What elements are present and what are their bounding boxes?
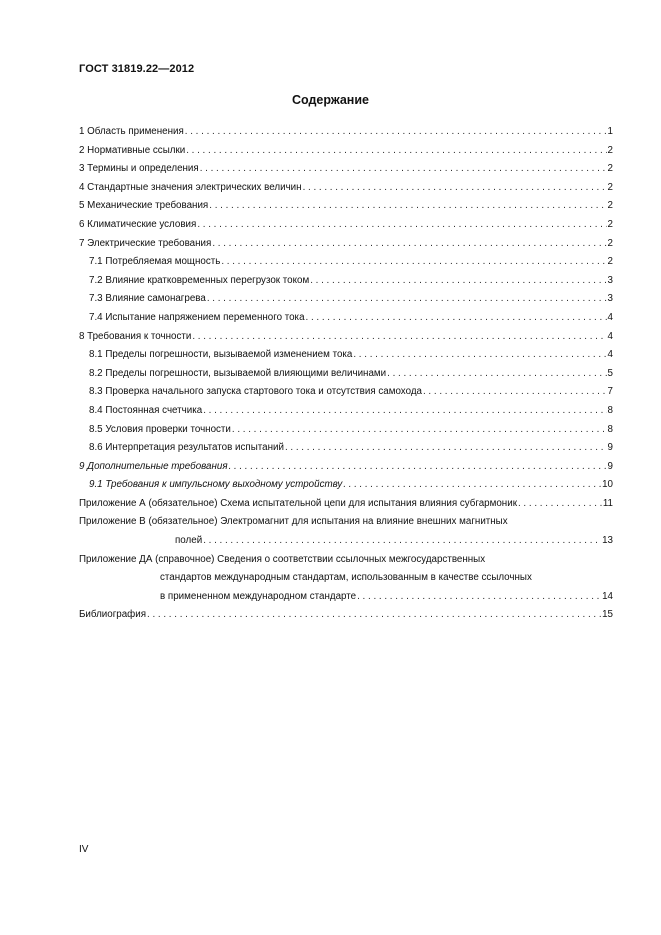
- annex-da-line2: стандартов международным стандартам, использованным в качестве ссылочных: [160, 572, 532, 584]
- toc-page-number: 7: [607, 386, 613, 398]
- page-title: Содержание: [291, 93, 369, 107]
- toc-entry-label: Приложение А (обязательное) Схема испытательной цепи для испытания влияния субгармоник: [79, 497, 517, 509]
- toc-entry-label: 9 Дополнительные требования: [79, 460, 228, 472]
- toc-entry-label: 7.1 Потребляемая мощность: [89, 256, 221, 268]
- toc-entry[interactable]: [79, 179, 613, 198]
- toc-entry[interactable]: [79, 458, 613, 477]
- toc-dots: [518, 495, 602, 514]
- toc-page-number: 4: [607, 349, 613, 361]
- toc-page-number: 5: [607, 367, 613, 379]
- toc-entry-label: 8.2 Пределы погрешности, вызываемой влияющими величинами: [89, 367, 387, 379]
- toc-page-number: 2: [607, 256, 613, 268]
- toc-entry-label: 8 Требования к точности: [79, 330, 192, 342]
- toc-entry-label: 1 Область применения: [79, 126, 184, 137]
- toc-dots: [229, 458, 607, 477]
- toc-entry[interactable]: [79, 142, 613, 161]
- toc-dots: [387, 365, 606, 384]
- toc-entry-label: 7 Электрические требования: [79, 237, 212, 249]
- toc-entry-label: 7.4 Испытание напряжением переменного тока: [89, 311, 305, 323]
- toc-page-number: 8: [607, 423, 613, 435]
- toc-dots: [203, 402, 606, 421]
- toc-entry-label: 8.3 Проверка начального запуска стартового тока и отсутствия самохода: [89, 386, 422, 398]
- toc-entry-label: 5 Механические требования: [79, 200, 209, 212]
- document-code: ГОСТ 31819.22—2012: [79, 63, 195, 75]
- toc-page-number: 3: [607, 293, 613, 305]
- toc-entry-label: 7.3 Влияние самонагрева: [89, 293, 206, 305]
- toc-entry-label: Библиография: [79, 609, 147, 621]
- toc-dots: [353, 346, 606, 365]
- toc-dots: [192, 328, 606, 347]
- toc-entry[interactable]: [79, 309, 613, 328]
- toc-dots: [303, 179, 607, 198]
- toc-entry-label: 9.1 Требования к импульсному выходному устройству: [89, 479, 343, 491]
- toc-entry-label: 4 Стандартные значения электрических величин: [79, 181, 302, 193]
- annex-b-line2: полей: [175, 535, 203, 547]
- toc-entry-label: 8.4 Постоянная счетчика: [89, 404, 203, 416]
- toc-page-number: 15: [602, 609, 613, 621]
- toc-entry[interactable]: [79, 402, 613, 421]
- toc-dots: [306, 309, 607, 328]
- toc-entry-label: 2 Нормативные ссылки: [79, 144, 186, 156]
- toc-page-number: 1: [607, 126, 613, 137]
- toc-entry[interactable]: [79, 383, 613, 402]
- toc-entry[interactable]: [79, 272, 613, 291]
- toc-entry[interactable]: [79, 346, 613, 365]
- toc-entry-label: 3 Термины и определения: [79, 163, 199, 175]
- toc-dots: [147, 606, 601, 625]
- toc-entry[interactable]: [79, 290, 613, 309]
- toc-entry-label: 8.6 Интерпретация результатов испытаний: [89, 442, 284, 454]
- page-number: IV: [79, 844, 89, 855]
- toc-entry[interactable]: [79, 235, 613, 254]
- toc-dots: [203, 532, 601, 551]
- toc-dots: [285, 439, 607, 458]
- toc-dots: [423, 383, 607, 402]
- toc-dots: [343, 476, 601, 495]
- toc-page-number: 3: [607, 274, 613, 286]
- toc-page-number: 14: [602, 590, 613, 602]
- toc-dots: [209, 197, 606, 216]
- toc-dots: [200, 160, 607, 179]
- toc-entry[interactable]: [79, 476, 613, 495]
- toc-entry-label: 8.5 Условия проверки точности: [89, 423, 231, 435]
- toc-entry-label: 7.2 Влияние кратковременных перегрузок током: [89, 274, 310, 286]
- toc-dots: [221, 253, 606, 272]
- toc-page-number: 9: [607, 460, 613, 472]
- toc-dots: [357, 588, 601, 607]
- toc-page-number: 2: [607, 218, 613, 230]
- toc-page-number: 13: [602, 535, 613, 547]
- toc-entry[interactable]: [79, 216, 613, 235]
- toc-entry[interactable]: [79, 365, 613, 384]
- toc-dots: [207, 290, 607, 309]
- toc-page-number: 10: [602, 479, 613, 491]
- toc-dots: [212, 235, 606, 254]
- toc-dots: [197, 216, 606, 235]
- annex-da-line1: Приложение ДА (справочное) Сведения о соответствии ссылочных межгосударственных: [79, 553, 486, 565]
- toc-page-number: 4: [607, 330, 613, 342]
- annex-b-line1: Приложение В (обязательное) Электромагнит для испытания на влияние внешних магнитных: [79, 516, 508, 528]
- toc-entry[interactable]: [79, 495, 613, 514]
- toc-entry[interactable]: [79, 439, 613, 458]
- toc-page-number: 11: [602, 497, 613, 509]
- toc-list: [79, 123, 613, 513]
- toc-entry[interactable]: [79, 197, 613, 216]
- toc-entry[interactable]: [79, 421, 613, 440]
- toc-entry[interactable]: [79, 123, 613, 142]
- toc-entry-annex-b[interactable]: [79, 513, 613, 550]
- annex-da-line3: в примененном международном стандарте: [160, 590, 357, 602]
- toc-dots: [310, 272, 606, 291]
- toc-dots: [186, 142, 606, 161]
- table-of-contents: [79, 123, 613, 625]
- toc-entry[interactable]: [79, 253, 613, 272]
- toc-entry[interactable]: [79, 160, 613, 179]
- toc-entry-label: 6 Климатические условия: [79, 218, 197, 230]
- toc-entry-bibliography[interactable]: [79, 606, 613, 625]
- toc-page-number: 2: [607, 200, 613, 212]
- toc-dots: [232, 421, 607, 440]
- toc-entry[interactable]: [79, 328, 613, 347]
- toc-page-number: 9: [607, 442, 613, 454]
- toc-page-number: 2: [607, 144, 613, 156]
- toc-dots: [185, 123, 607, 142]
- toc-page-number: 2: [607, 163, 613, 175]
- toc-page-number: 4: [607, 311, 613, 323]
- toc-page-number: 2: [607, 237, 613, 249]
- toc-page-number: 8: [607, 404, 613, 416]
- toc-page-number: 2: [607, 181, 613, 193]
- toc-entry-label: 8.1 Пределы погрешности, вызываемой изменением тока: [89, 349, 353, 361]
- toc-entry-annex-da[interactable]: [79, 551, 613, 607]
